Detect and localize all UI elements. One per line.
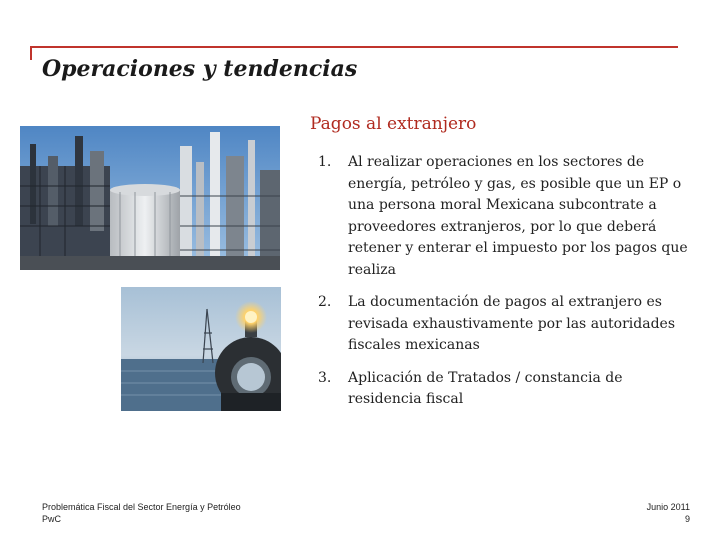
footer-presentation-title: Problemática Fiscal del Sector Energía y Petróleo xyxy=(42,502,241,512)
payments-list xyxy=(318,152,698,411)
header-rule xyxy=(30,46,678,48)
refinery-photo xyxy=(20,126,280,270)
list-item-number: 2. xyxy=(318,294,332,310)
footer-left xyxy=(42,501,241,525)
list-item-number: 1. xyxy=(318,154,332,170)
list-item-text: Al realizar operaciones en los sectores de energía, petróleo y gas, es posible que un EP o una persona moral Mexicana subcontrate a proveedores extranjeros, por lo que deberá retener y enterar el impuesto por los pagos que realiza xyxy=(348,154,688,278)
footer-date: Junio 2011 xyxy=(646,502,690,512)
page-number: 9 xyxy=(684,514,690,524)
list-item-number: 3. xyxy=(318,369,332,386)
list-item-text: La documentación de pagos al extranjero es revisada exhaustivamente por las autoridades fiscales mexicanas xyxy=(348,294,676,353)
diver-helmet-photo xyxy=(121,287,281,411)
list-item-text: Aplicación de Tratados / constancia de residencia fiscal xyxy=(348,369,623,407)
slide-title: Operaciones y tendencias xyxy=(42,56,358,82)
section-heading: Pagos al extranjero xyxy=(310,114,477,134)
footer-right xyxy=(647,501,690,525)
list-item xyxy=(318,368,698,411)
header-rule-tick xyxy=(30,46,32,60)
footer-company: PwC xyxy=(42,514,62,524)
list-item xyxy=(318,292,698,357)
list-item xyxy=(318,152,698,281)
